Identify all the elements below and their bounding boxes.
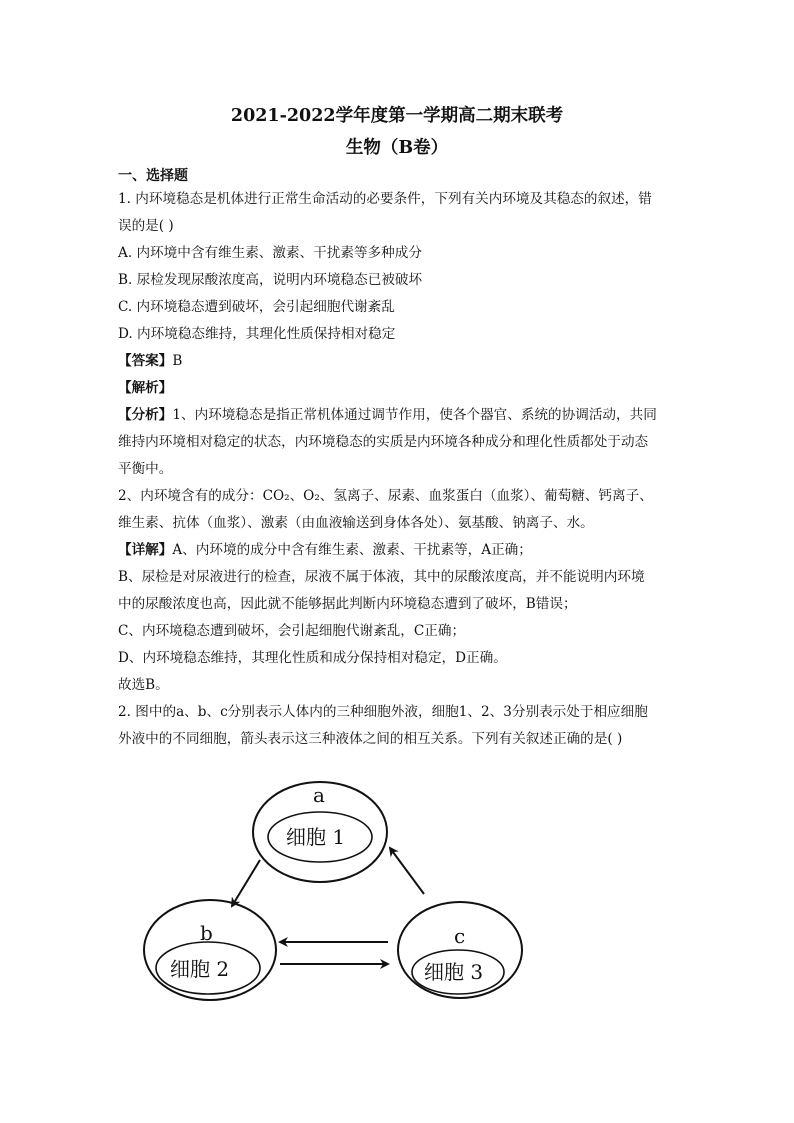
q2-stem-line2: 外液中的不同细胞，箭头表示这三种液体之间的相互关系。下列有关叙述正确的是( ) — [118, 731, 623, 747]
xiangjie-line1 — [118, 541, 532, 559]
q2-stem-line1: 2. 图中的a、b、c分别表示人体内的三种细胞外液，细胞1、2、3分别表示处于相应细胞 — [118, 704, 648, 720]
fluid-b-node — [144, 900, 276, 1000]
arrow-c-to-a — [390, 848, 424, 894]
page-subtitle: 生物（B卷） — [345, 138, 449, 158]
fenxi-line2: 维持内环境相对稳定的状态，内环境稳态的实质是内环境各种成分和理化性质都处于动态 — [118, 434, 649, 450]
fluid-b-ellipse — [144, 900, 276, 1000]
fenxi-line1 — [118, 406, 657, 424]
q1-option-a: A. 内环境中含有维生素、激素、干扰素等多种成分 — [118, 245, 422, 261]
answer-value: B — [172, 353, 183, 369]
fenxi-line4: 2、内环境含有的成分：CO₂、O₂、氢离子、尿素、血浆蛋白（血浆）、葡萄糖、钙离子、 — [118, 488, 653, 504]
analysis-tag: 【解析】 — [118, 380, 173, 396]
body-fluid-diagram — [140, 772, 540, 1002]
fluid-c-node — [398, 902, 522, 998]
q1-option-d: D. 内环境稳态维持，其理化性质保持相对稳定 — [118, 326, 396, 342]
cell-2-label: 细胞 2 — [170, 957, 230, 981]
fluid-a-node — [253, 782, 387, 882]
q1-stem-line2: 误的是( ) — [118, 218, 174, 234]
fenxi-text: 1、内环境稳态是指正常机体通过调节作用，使各个器官、系统的协调活动，共同 — [172, 407, 657, 423]
xiangjie-line5: D、内环境稳态维持，其理化性质和成分保持相对稳定，D正确。 — [118, 650, 507, 666]
q1-answer — [118, 352, 182, 370]
arrow-a-to-b — [232, 860, 260, 906]
cell-3-label: 细胞 3 — [424, 960, 484, 984]
cell-1-label: 细胞 1 — [286, 825, 346, 849]
q1-option-b: B. 尿检发现尿酸浓度高，说明内环境稳态已被破坏 — [118, 272, 423, 288]
xiangjie-line3: 中的尿酸浓度也高，因此就不能够据此判断内环境稳态遭到了破坏，B错误； — [118, 596, 577, 612]
fenxi-line3: 平衡中。 — [118, 461, 173, 477]
xiangjie-line2: B、尿检是对尿液进行的检查，尿液不属于体液，其中的尿酸浓度高，并不能说明内环境 — [118, 569, 645, 585]
q1-stem-line1: 1. 内环境稳态是机体进行正常生命活动的必要条件，下列有关内环境及其稳态的叙述，错 — [118, 191, 652, 207]
xiangjie-tag: 【详解】 — [118, 542, 173, 558]
fenxi-line5: 维生素、抗体（血浆）、激素（由血液输送到身体各处）、氨基酸、钠离子、水。 — [118, 515, 594, 531]
xiangjie-text: A、内环境的成分中含有维生素、激素、干扰素等，A正确； — [172, 542, 532, 558]
fluid-c-label: c — [454, 924, 466, 948]
page-title: 2021-2022学年度第一学期高二期末联考 — [230, 106, 564, 126]
xiangjie-line6: 故选B。 — [118, 677, 169, 693]
section-heading: 一、选择题 — [118, 168, 188, 184]
fenxi-tag: 【分析】 — [118, 407, 173, 423]
q1-option-c: C. 内环境稳态遭到破坏，会引起细胞代谢紊乱 — [118, 299, 395, 315]
xiangjie-line4: C、内环境稳态遭到破坏，会引起细胞代谢紊乱，C正确； — [118, 623, 466, 639]
answer-tag: 【答案】 — [118, 353, 173, 369]
fluid-a-label: a — [313, 783, 325, 807]
fluid-b-label: b — [200, 921, 213, 945]
